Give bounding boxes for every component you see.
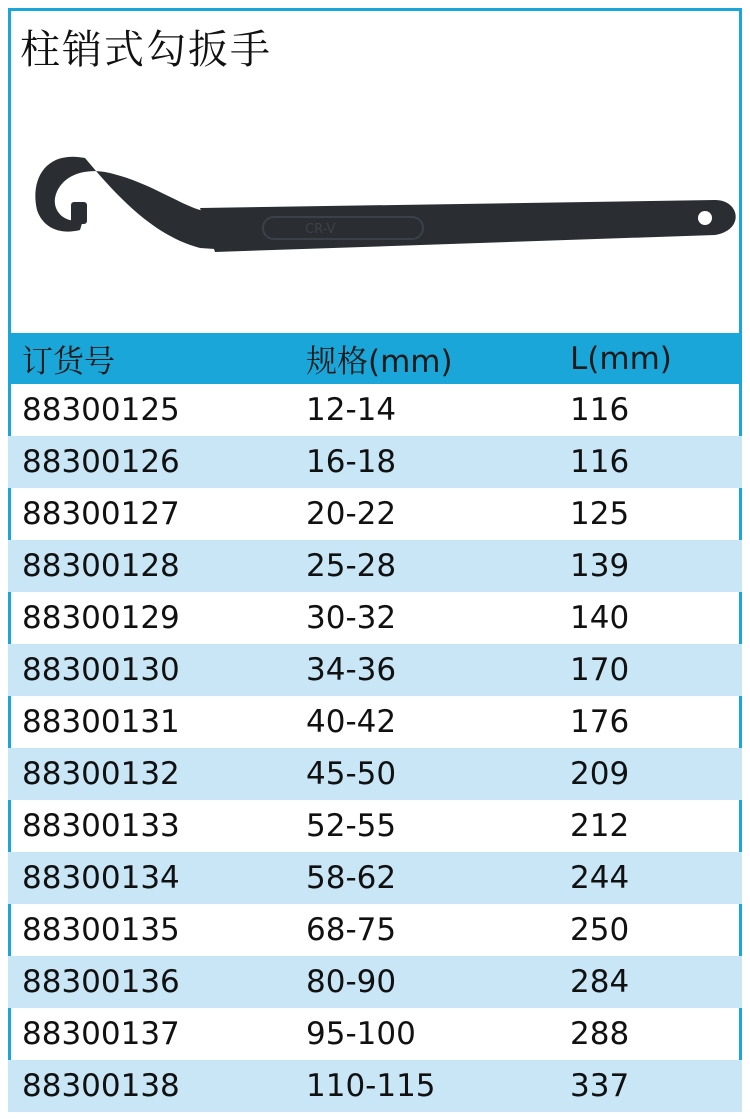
length-cell: 337 bbox=[570, 1068, 630, 1104]
table-row bbox=[8, 748, 742, 800]
order-number-cell: 88300129 bbox=[22, 600, 180, 636]
hook-spanner-wrench-image bbox=[25, 140, 745, 280]
table-row bbox=[8, 540, 742, 592]
length-cell: 176 bbox=[570, 704, 630, 740]
order-number-cell: 88300127 bbox=[22, 496, 180, 532]
order-number-cell: 88300137 bbox=[22, 1016, 180, 1052]
table-row bbox=[8, 384, 742, 436]
size-cell: 34-36 bbox=[306, 652, 397, 688]
length-cell: 209 bbox=[570, 756, 630, 792]
length-cell: 116 bbox=[570, 392, 630, 428]
order-number-cell: 88300125 bbox=[22, 392, 180, 428]
engraving-text: CR-V bbox=[305, 222, 336, 237]
table-row bbox=[8, 904, 742, 956]
order-number-cell: 88300132 bbox=[22, 756, 180, 792]
size-cell: 58-62 bbox=[306, 860, 397, 896]
size-cell: 80-90 bbox=[306, 964, 397, 1000]
size-cell: 25-28 bbox=[306, 548, 397, 584]
length-cell: 212 bbox=[570, 808, 630, 844]
size-cell: 95-100 bbox=[306, 1016, 416, 1052]
size-cell: 20-22 bbox=[306, 496, 397, 532]
size-cell: 45-50 bbox=[306, 756, 397, 792]
table-row bbox=[8, 852, 742, 904]
table-row bbox=[8, 1060, 742, 1112]
size-cell: 30-32 bbox=[306, 600, 397, 636]
order-number-cell: 88300131 bbox=[22, 704, 180, 740]
size-cell: 12-14 bbox=[306, 392, 397, 428]
table-row bbox=[8, 644, 742, 696]
table-header-row bbox=[8, 333, 742, 384]
page-title: 柱销式勾扳手 bbox=[20, 27, 272, 73]
size-cell: 68-75 bbox=[306, 912, 397, 948]
header-size: 规格(mm) bbox=[306, 344, 453, 380]
spec-table bbox=[8, 333, 742, 1112]
size-cell: 52-55 bbox=[306, 808, 397, 844]
order-number-cell: 88300136 bbox=[22, 964, 180, 1000]
order-number-cell: 88300128 bbox=[22, 548, 180, 584]
table-row bbox=[8, 800, 742, 852]
size-cell: 110-115 bbox=[306, 1068, 436, 1104]
order-number-cell: 88300130 bbox=[22, 652, 180, 688]
length-cell: 244 bbox=[570, 860, 630, 896]
length-cell: 170 bbox=[570, 652, 630, 688]
length-cell: 140 bbox=[570, 600, 630, 636]
order-number-cell: 88300135 bbox=[22, 912, 180, 948]
order-number-cell: 88300138 bbox=[22, 1068, 180, 1104]
length-cell: 284 bbox=[570, 964, 630, 1000]
length-cell: 116 bbox=[570, 444, 630, 480]
order-number-cell: 88300133 bbox=[22, 808, 180, 844]
length-cell: 250 bbox=[570, 912, 630, 948]
header-order-number: 订货号 bbox=[22, 344, 115, 380]
length-cell: 125 bbox=[570, 496, 630, 532]
table-row bbox=[8, 956, 742, 1008]
length-cell: 139 bbox=[570, 548, 630, 584]
size-cell: 16-18 bbox=[306, 444, 397, 480]
table-row bbox=[8, 488, 742, 540]
order-number-cell: 88300134 bbox=[22, 860, 180, 896]
table-row bbox=[8, 592, 742, 644]
table-row bbox=[8, 436, 742, 488]
table-row bbox=[8, 1008, 742, 1060]
header-length: L(mm) bbox=[570, 340, 672, 377]
size-cell: 40-42 bbox=[306, 704, 397, 740]
length-cell: 288 bbox=[570, 1016, 630, 1052]
order-number-cell: 88300126 bbox=[22, 444, 180, 480]
table-row bbox=[8, 696, 742, 748]
